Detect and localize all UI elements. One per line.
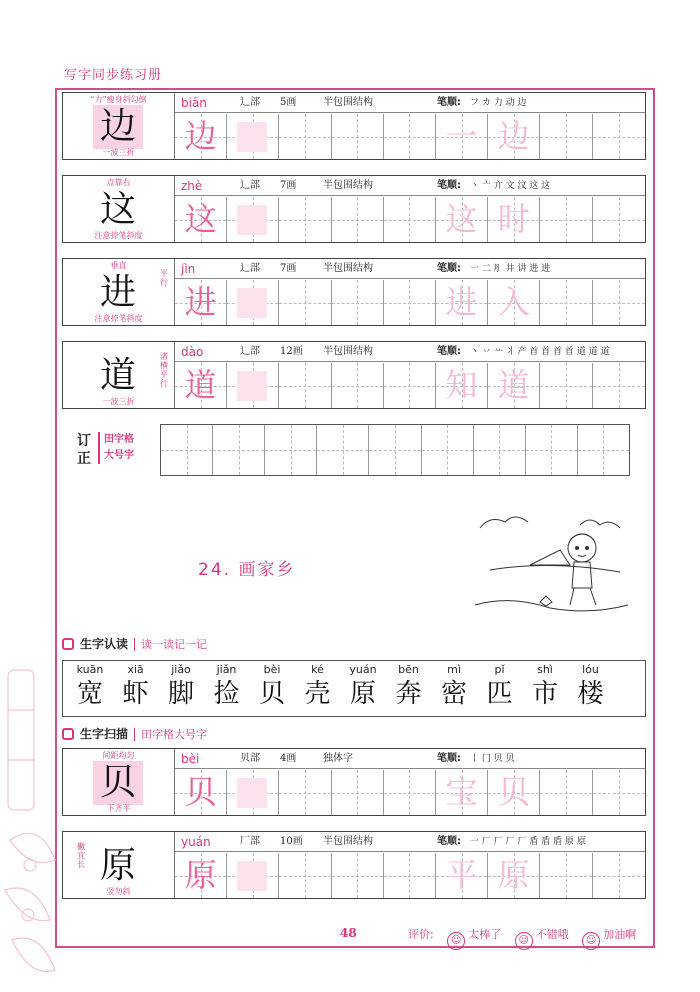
- practice-cell[interactable]: [436, 114, 488, 159]
- pinyin: biān: [181, 96, 207, 110]
- trace-character: 时: [497, 200, 530, 238]
- structure: 半包围结构: [323, 97, 373, 108]
- correction-row: [62, 422, 646, 478]
- stroke-order-label: 笔顺:: [437, 346, 461, 357]
- practice-cell[interactable]: [540, 363, 592, 408]
- model-character-panel: [63, 176, 175, 242]
- trace-character: 边: [497, 117, 530, 155]
- trace-character: 边: [184, 117, 217, 155]
- writing-tip-top: 间距均匀: [102, 751, 135, 760]
- practice-cell[interactable]: [175, 197, 227, 242]
- practice-cell[interactable]: [384, 770, 436, 815]
- practice-grid: [175, 280, 645, 325]
- section-bullet-icon: [62, 728, 74, 740]
- trace-character: 平: [445, 856, 478, 894]
- new-character-pinyin: shì: [537, 663, 553, 676]
- trace-character: 进: [184, 283, 217, 321]
- new-character: 宽: [76, 679, 103, 709]
- writing-tip-top: “力”瘦身斜勾倒: [90, 95, 147, 104]
- new-character-item: [113, 663, 159, 711]
- new-character-item: [431, 663, 477, 711]
- practice-cell[interactable]: [175, 114, 227, 159]
- writing-tip-bottom: 一波三折: [102, 397, 135, 406]
- new-character-item: [340, 663, 386, 711]
- stroke-order: 一 二 ⺼ 井 讲 进 进: [470, 264, 551, 274]
- new-character: 奔: [395, 679, 422, 709]
- practice-cell[interactable]: [540, 114, 592, 159]
- practice-cell[interactable]: [332, 114, 384, 159]
- radical: 贝部: [240, 753, 260, 764]
- practice-cell[interactable]: [227, 197, 279, 242]
- correction-grid[interactable]: [160, 424, 630, 476]
- writing-tip-bottom: 竖勿斜: [106, 887, 131, 896]
- trace-ghost: [237, 288, 267, 318]
- writing-tip-top: 点靠右: [106, 178, 131, 187]
- stroke-order-label: 笔顺:: [437, 97, 461, 108]
- new-character-pinyin: pǐ: [494, 663, 505, 676]
- practice-cell[interactable]: [593, 280, 645, 325]
- stroke-count: 12画: [280, 346, 303, 357]
- writing-tip-side: 撇宜长: [77, 842, 85, 869]
- pinyin: yuán: [181, 835, 211, 849]
- practice-cell[interactable]: [436, 853, 488, 898]
- evaluation-option-2[interactable]: 不错哦: [535, 928, 569, 941]
- new-character-pinyin: yuán: [349, 663, 377, 676]
- character-practice-block: [62, 258, 646, 326]
- new-character: 原: [349, 679, 376, 709]
- child-on-beach-illustration: [470, 510, 630, 620]
- stroke-order-label: 笔顺:: [437, 180, 461, 191]
- section-read-subtitle: 读一读记一记: [134, 638, 207, 651]
- stroke-order: 丨 冂 贝 贝: [470, 754, 515, 764]
- practice-cell[interactable]: [384, 363, 436, 408]
- new-character-pinyin: jiǎo: [171, 663, 191, 676]
- practice-cell[interactable]: [526, 425, 578, 475]
- section-scan-subtitle: 田字格大号字: [134, 728, 207, 741]
- practice-cell[interactable]: [436, 280, 488, 325]
- floral-decoration: [0, 660, 60, 992]
- practice-cell[interactable]: [593, 363, 645, 408]
- stroke-order-label: 笔顺:: [437, 753, 461, 764]
- structure: 半包围结构: [323, 836, 373, 847]
- section-scan-header: [62, 724, 207, 744]
- practice-cell[interactable]: [332, 280, 384, 325]
- practice-cell[interactable]: [436, 770, 488, 815]
- stroke-order: フ カ 力 动 边: [470, 98, 527, 108]
- practice-cell[interactable]: [369, 425, 421, 475]
- practice-cell[interactable]: [227, 114, 279, 159]
- trace-character: 贝: [497, 773, 530, 811]
- smiley-icon[interactable]: ☺: [582, 932, 600, 950]
- model-character-panel: [63, 749, 175, 815]
- new-character-pinyin: ké: [311, 663, 324, 676]
- practice-cell[interactable]: [227, 280, 279, 325]
- model-character-panel: [63, 342, 175, 408]
- character-practice-block: [62, 92, 646, 160]
- practice-cell[interactable]: [332, 853, 384, 898]
- new-character: 壳: [304, 679, 331, 709]
- lesson-title: 24. 画家乡: [198, 560, 296, 580]
- evaluation-option-3[interactable]: 加油啊: [603, 928, 637, 941]
- new-character-item: [295, 663, 341, 711]
- practice-cell[interactable]: [279, 114, 331, 159]
- new-characters-box: [62, 660, 646, 717]
- trace-ghost: [237, 122, 267, 152]
- model-character: 这: [99, 189, 136, 230]
- trace-character: 道: [497, 366, 530, 404]
- structure: 半包围结构: [323, 346, 373, 357]
- practice-grid: [175, 197, 645, 242]
- new-character: 密: [440, 679, 467, 709]
- model-character: 边: [93, 105, 143, 149]
- writing-tip-side: 平行: [160, 269, 168, 287]
- stroke-order: 一 厂 厂 厂 厂 盾 盾 盾 原 原: [470, 837, 586, 847]
- stroke-count: 7画: [280, 180, 297, 191]
- model-character: 贝: [93, 761, 143, 805]
- practice-cell[interactable]: [175, 853, 227, 898]
- practice-cell[interactable]: [265, 425, 317, 475]
- new-character-item: [522, 663, 568, 711]
- writing-tip-bottom: 一波三折: [102, 148, 135, 157]
- new-character: 市: [531, 679, 558, 709]
- pinyin: bèi: [181, 752, 200, 766]
- new-character-pinyin: lóu: [582, 663, 599, 676]
- character-practice-block: [62, 175, 646, 243]
- practice-cell[interactable]: [227, 853, 279, 898]
- smiley-icon[interactable]: ☺: [447, 932, 465, 950]
- model-character: 进: [99, 272, 136, 313]
- practice-cell[interactable]: [332, 363, 384, 408]
- new-character: 楼: [577, 679, 604, 709]
- practice-cell[interactable]: [279, 363, 331, 408]
- trace-character: 宝: [445, 773, 478, 811]
- stroke-count: 10画: [280, 836, 303, 847]
- practice-cell[interactable]: [593, 853, 645, 898]
- writing-tip-bottom: 注意捺笔斜度: [94, 314, 143, 323]
- pinyin: zhè: [181, 179, 203, 193]
- practice-cell[interactable]: [175, 280, 227, 325]
- trace-ghost: [237, 778, 267, 808]
- practice-cell[interactable]: [488, 363, 540, 408]
- evaluation-bar: [408, 926, 640, 950]
- character-practice-block: [62, 748, 646, 816]
- character-info-row: [175, 259, 645, 279]
- practice-cell[interactable]: [175, 363, 227, 408]
- practice-cell[interactable]: [436, 197, 488, 242]
- practice-cell[interactable]: [384, 853, 436, 898]
- character-info-row: [175, 749, 645, 769]
- character-practice-block: [62, 341, 646, 409]
- practice-cell[interactable]: [593, 770, 645, 815]
- practice-cell[interactable]: [540, 770, 592, 815]
- new-character-item: [67, 663, 113, 711]
- practice-cell[interactable]: [227, 363, 279, 408]
- practice-cell[interactable]: [578, 425, 629, 475]
- writing-tip-top: 垂直: [110, 261, 127, 270]
- new-character-pinyin: jiǎn: [216, 663, 237, 676]
- correction-type-line2: 大号字: [104, 450, 134, 461]
- trace-character: 入: [497, 283, 530, 321]
- model-character-panel: [63, 832, 175, 898]
- practice-cell[interactable]: [436, 363, 488, 408]
- stroke-order: 丶 丷 䒑 丬 产 首 首 首 首 道 道 道: [470, 347, 610, 357]
- trace-character: 一: [445, 117, 478, 155]
- structure: 独体字: [323, 753, 353, 764]
- trace-character: 知: [445, 366, 478, 404]
- character-info-row: [175, 176, 645, 196]
- structure: 半包围结构: [323, 180, 373, 191]
- practice-grid: [175, 114, 645, 159]
- practice-cell[interactable]: [227, 770, 279, 815]
- character-practice-block: [62, 831, 646, 899]
- pinyin: dào: [181, 345, 204, 359]
- evaluation-option-1[interactable]: 太棒了: [468, 928, 502, 941]
- practice-cell[interactable]: [593, 114, 645, 159]
- model-character-panel: [63, 93, 175, 159]
- practice-grid: [175, 770, 645, 815]
- stroke-order-label: 笔顺:: [437, 263, 461, 274]
- stroke-order: 丶 亠 亣 文 汶 这 这: [470, 181, 551, 191]
- character-info-row: [175, 342, 645, 362]
- new-character-pinyin: mì: [447, 663, 461, 676]
- section-bullet-icon: [62, 638, 74, 650]
- practice-cell[interactable]: [540, 853, 592, 898]
- writing-tip-bottom: 注意捺笔斜度: [94, 231, 143, 240]
- radical: 辶部: [240, 346, 260, 357]
- practice-cell[interactable]: [474, 425, 526, 475]
- section-read-title: 生字认读: [80, 637, 129, 651]
- practice-cell[interactable]: [279, 197, 331, 242]
- practice-cell[interactable]: [593, 197, 645, 242]
- stroke-count: 4画: [280, 753, 297, 764]
- trace-character: 原: [184, 856, 217, 894]
- trace-character: 道: [184, 366, 217, 404]
- section-scan-title: 生字扫描: [80, 727, 129, 741]
- practice-cell[interactable]: [540, 197, 592, 242]
- practice-cell[interactable]: [422, 425, 474, 475]
- practice-cell[interactable]: [279, 770, 331, 815]
- evaluation-label: 评价:: [408, 928, 434, 941]
- practice-cell[interactable]: [279, 853, 331, 898]
- new-character: 贝: [258, 679, 285, 709]
- book-title: 写字同步练习册: [64, 68, 163, 83]
- smiley-icon[interactable]: ☺: [515, 932, 533, 950]
- new-character-item: [568, 663, 614, 711]
- stroke-count: 7画: [280, 263, 297, 274]
- writing-tip-side: 渚横平行: [160, 352, 168, 388]
- radical: 辶部: [240, 263, 260, 274]
- structure: 半包围结构: [323, 263, 373, 274]
- practice-cell[interactable]: [332, 197, 384, 242]
- radical: 辶部: [240, 97, 260, 108]
- radical: 厂部: [240, 836, 260, 847]
- new-character-item: [477, 663, 523, 711]
- radical: 辶部: [240, 180, 260, 191]
- model-character: 原: [99, 845, 136, 886]
- practice-cell[interactable]: [488, 853, 540, 898]
- practice-cell[interactable]: [317, 425, 369, 475]
- practice-cell[interactable]: [488, 114, 540, 159]
- new-character: 虾: [122, 679, 149, 709]
- new-character: 脚: [167, 679, 194, 709]
- writing-tip-bottom: 下齐平: [106, 804, 131, 813]
- practice-grid: [175, 363, 645, 408]
- stroke-order-label: 笔顺:: [437, 836, 461, 847]
- correction-type: [98, 432, 134, 464]
- new-character-item: [249, 663, 295, 711]
- new-character-pinyin: xiā: [127, 663, 144, 676]
- new-character-item: [386, 663, 432, 711]
- practice-cell[interactable]: [332, 770, 384, 815]
- new-character: 匹: [486, 679, 513, 709]
- correction-label: 订正: [77, 433, 91, 467]
- practice-cell[interactable]: [384, 280, 436, 325]
- stroke-count: 5画: [280, 97, 297, 108]
- character-info-row: [175, 93, 645, 113]
- page-number: 48: [340, 926, 357, 940]
- practice-cell[interactable]: [384, 114, 436, 159]
- model-character: 道: [99, 355, 136, 396]
- practice-grid: [175, 853, 645, 898]
- practice-cell[interactable]: [161, 425, 213, 475]
- new-character-item: [158, 663, 204, 711]
- practice-cell[interactable]: [175, 770, 227, 815]
- character-info-row: [175, 832, 645, 852]
- trace-ghost: [237, 861, 267, 891]
- new-character: 捡: [213, 679, 240, 709]
- trace-character: 贝: [184, 773, 217, 811]
- practice-cell[interactable]: [488, 280, 540, 325]
- practice-cell[interactable]: [384, 197, 436, 242]
- new-character-pinyin: bèi: [263, 663, 281, 676]
- section-read-header: [62, 634, 207, 654]
- model-character-panel: [63, 259, 175, 325]
- trace-character: 原: [497, 856, 530, 894]
- new-character-pinyin: kuān: [76, 663, 104, 676]
- trace-ghost: [237, 371, 267, 401]
- new-character-pinyin: bēn: [398, 663, 419, 676]
- trace-ghost: [237, 205, 267, 235]
- practice-cell[interactable]: [213, 425, 265, 475]
- trace-character: 这: [445, 200, 478, 238]
- practice-cell[interactable]: [488, 197, 540, 242]
- practice-cell[interactable]: [488, 770, 540, 815]
- trace-character: 这: [184, 200, 217, 238]
- practice-cell[interactable]: [540, 280, 592, 325]
- trace-character: 进: [445, 283, 478, 321]
- pinyin: jìn: [181, 262, 196, 276]
- correction-type-line1: 田字格: [104, 434, 134, 445]
- new-character-item: [204, 663, 250, 711]
- practice-cell[interactable]: [279, 280, 331, 325]
